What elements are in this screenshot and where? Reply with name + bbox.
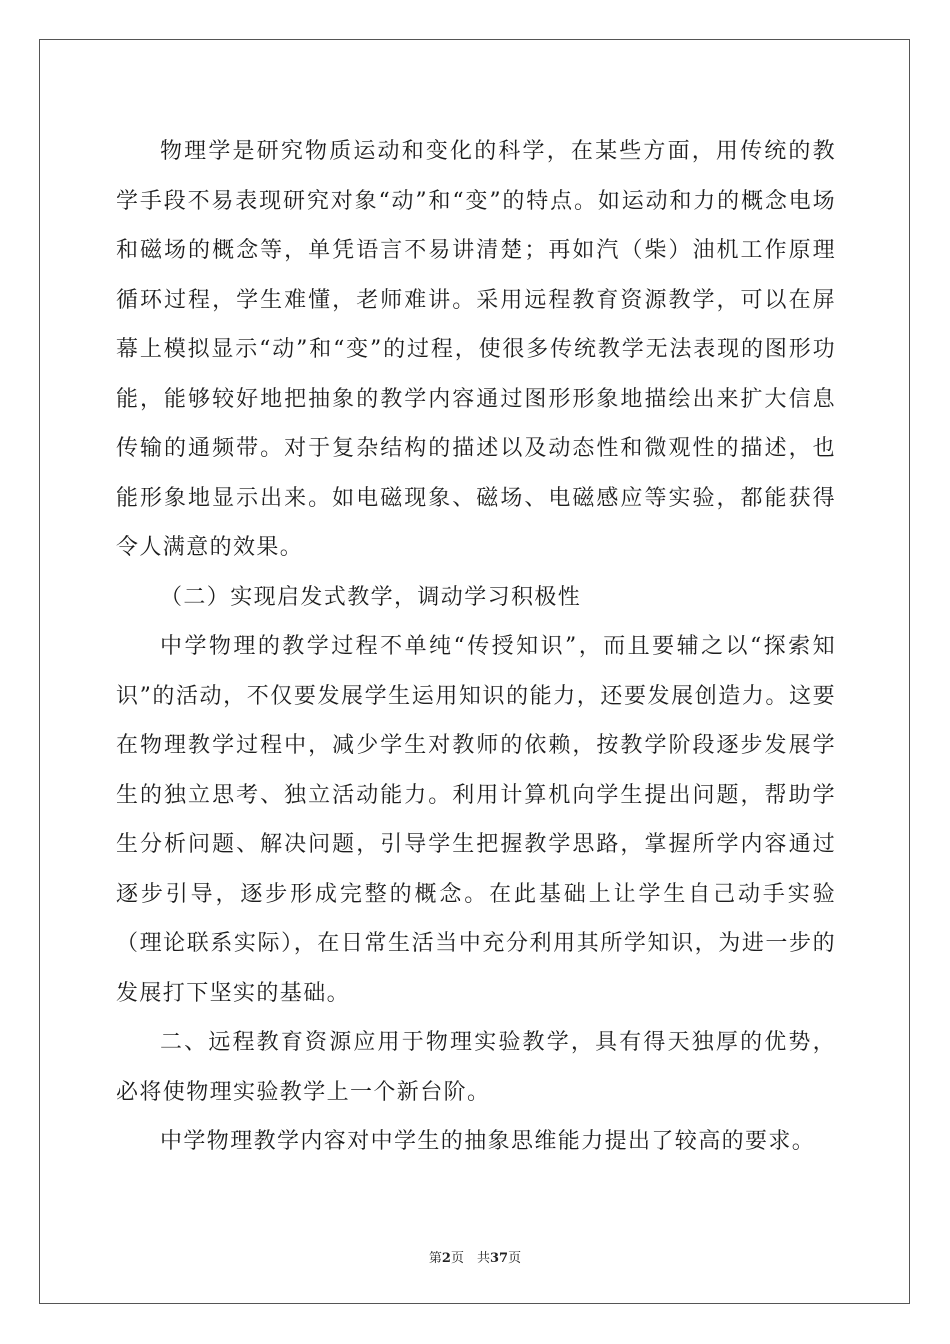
current-page-number: 2 xyxy=(441,1251,451,1266)
document-body xyxy=(116,127,836,1167)
body-paragraph: 中学物理教学内容对中学生的抽象思维能力提出了较高的要求。 xyxy=(160,1129,816,1154)
footer-middle: 页 共 xyxy=(450,1251,490,1266)
section-heading: 二、远程教育资源应用于物理实验教学，具有得天独厚的优势，必将使物理实验教学上一个新台阶。 xyxy=(116,1030,836,1105)
total-page-count: 37 xyxy=(489,1251,509,1266)
footer-prefix: 第 xyxy=(428,1251,442,1266)
footer-suffix: 页 xyxy=(508,1251,522,1266)
body-paragraph: 中学物理的教学过程不单纯“传授知识”，而且要辅之以“探索知识”的活动，不仅要发展学生运用知识的能力，还要发展创造力。这要在物理教学过程中，减少学生对教师的依赖，按教学阶段逐步发展学生的独立思考、独立活动能力。利用计算机向学生提出问题，帮助学生分析问题、解决问题，引导学生把握教学思路，掌握所学内容通过逐步引导，逐步形成完整的概念。在此基础上让学生自己动手实验（理论联系实际），在日常生活当中充分利用其所学知识，为进一步的发展打下坚实的基础。 xyxy=(116,634,836,1006)
page-number-footer xyxy=(0,1247,950,1266)
body-paragraph: 物理学是研究物质运动和变化的科学，在某些方面，用传统的教学手段不易表现研究对象“动”和“变”的特点。如运动和力的概念电场和磁场的概念等，单凭语言不易讲清楚；再如汽（柴）油机工作原理循环过程，学生难懂，老师难讲。采用远程教育资源教学，可以在屏幕上模拟显示“动”和“变”的过程，使很多传统教学无法表现的图形功能，能够较好地把抽象的教学内容通过图形形象地描绘出来扩大信息传输的通频带。对于复杂结构的描述以及动态性和微观性的描述，也能形象地显示出来。如电磁现象、磁场、电磁感应等实验，都能获得令人满意的效果。 xyxy=(116,139,836,560)
section-heading: （二）实现启发式教学，调动学习积极性 xyxy=(160,584,582,610)
